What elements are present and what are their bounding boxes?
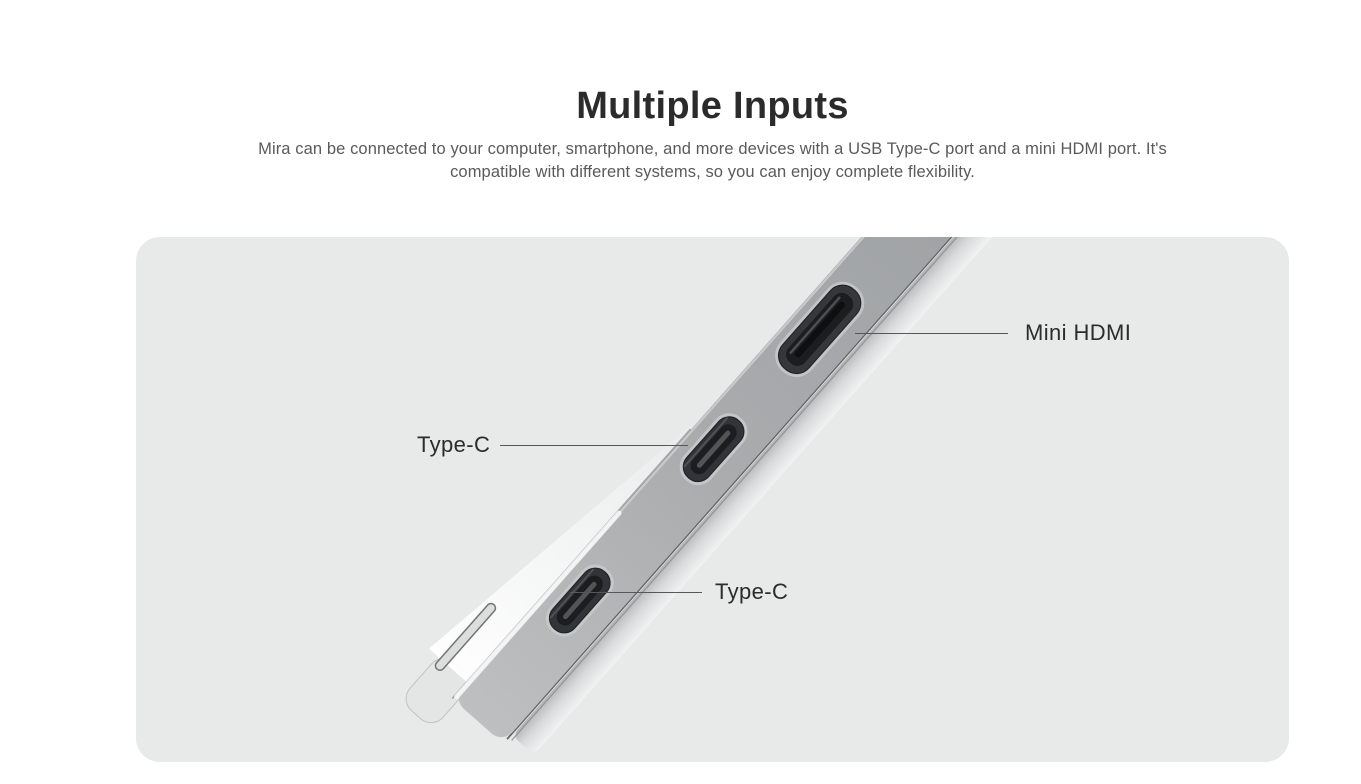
type-c-middle-label: Type-C	[417, 431, 491, 457]
type-c-bottom-leader-line	[570, 592, 702, 593]
section-description	[136, 138, 1289, 184]
product-panel	[136, 237, 1289, 762]
description-line-2: compatible with different systems, so you can enjoy complete flexibility.	[450, 162, 975, 181]
type-c-middle-leader-line	[500, 445, 688, 446]
mini-hdmi-label: Mini HDMI	[1025, 319, 1132, 345]
multiple-inputs-section	[136, 0, 1289, 762]
device-edge-image	[136, 237, 1289, 762]
device-light-strip	[512, 237, 1049, 755]
section-title: Multiple Inputs	[576, 85, 849, 127]
device-body	[391, 237, 1050, 762]
type-c-bottom-label: Type-C	[715, 578, 789, 604]
mini-hdmi-leader-line	[855, 333, 1008, 334]
description-line-1: Mira can be connected to your computer, smartphone, and more devices with a USB Type-C port and a mini HDMI port. It's	[258, 139, 1167, 158]
